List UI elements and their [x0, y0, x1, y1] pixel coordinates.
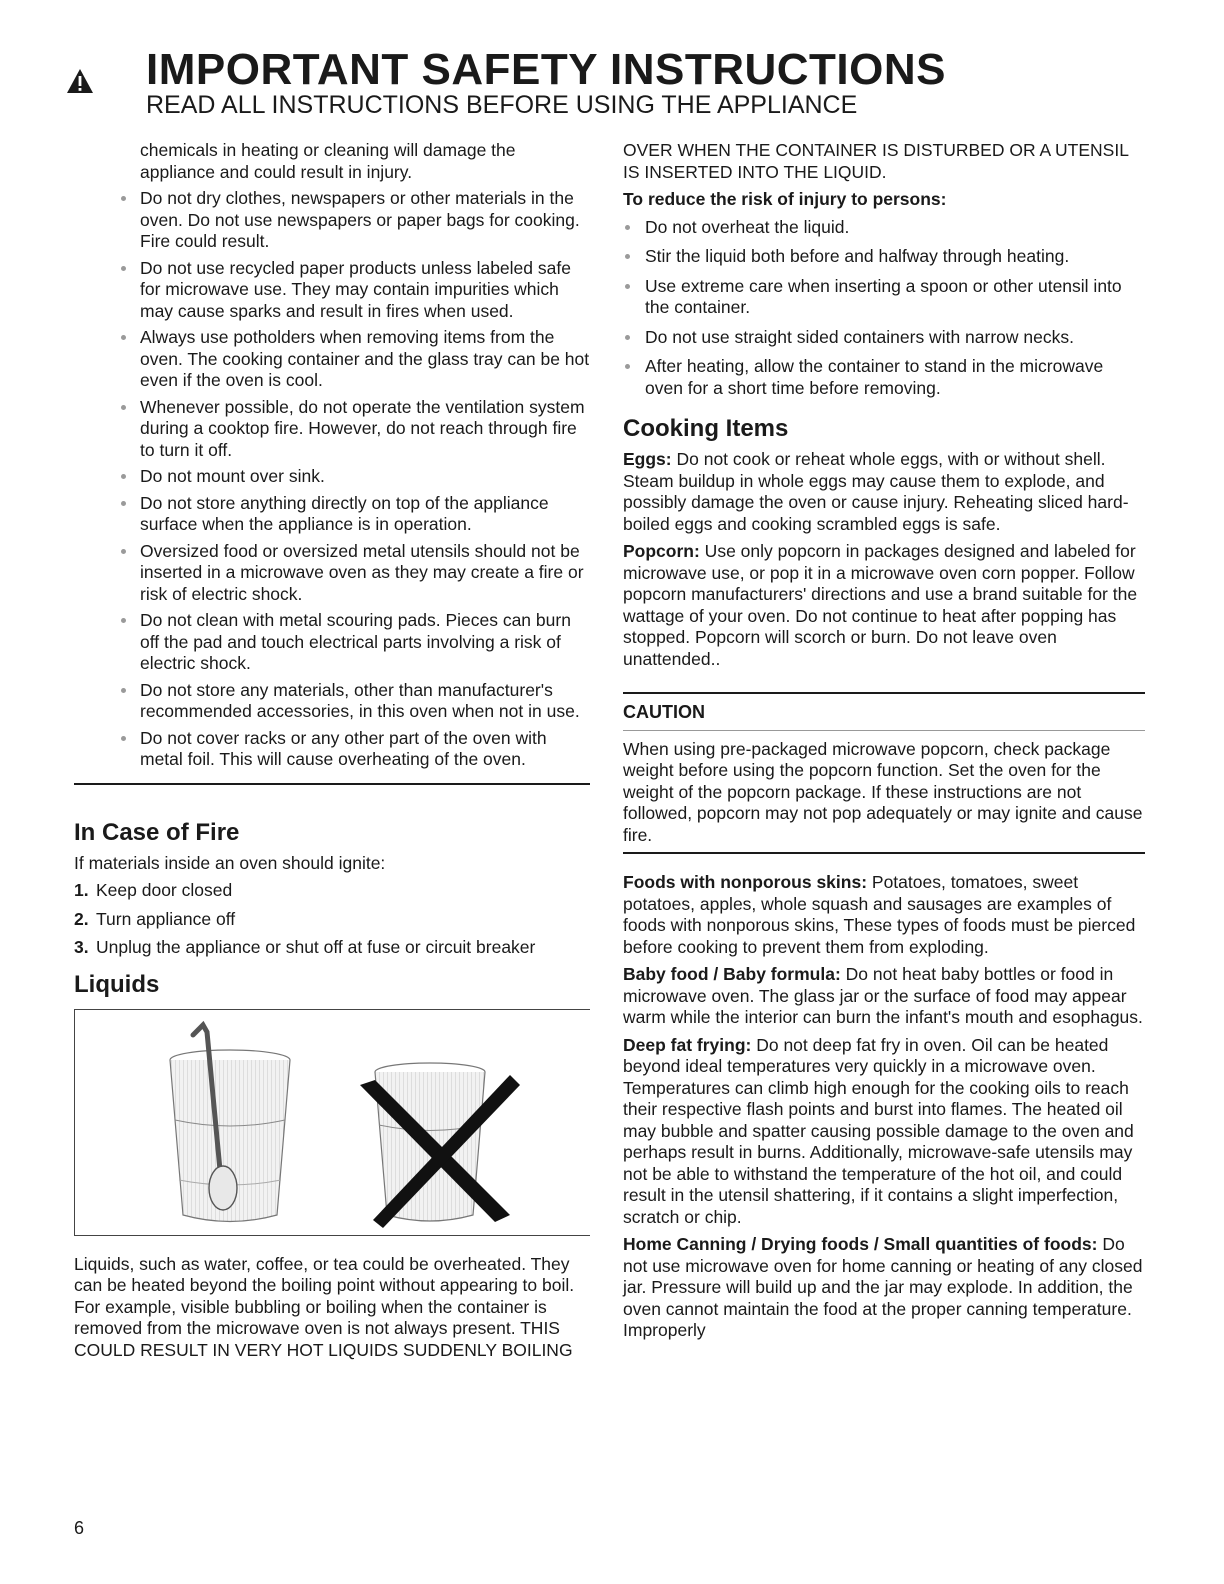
canning-text: Do not use microwave oven for home canning or heating of any closed jar. Pressure will build up and the jar may explode. In addition, the oven cannot maintain the food at the proper canning temperature. Improperly — [623, 1234, 1143, 1340]
glass-illustration — [75, 1010, 591, 1235]
step-number: 2. — [74, 908, 89, 929]
list-item: Do not overheat the liquid. — [623, 217, 1145, 239]
deep-fat-paragraph — [623, 1035, 1145, 1229]
canning-paragraph — [623, 1234, 1145, 1342]
list-item: Do not store anything directly on top of the appliance surface when the appliance is in operation. — [74, 493, 590, 536]
list-item: Whenever possible, do not operate the ventilation system during a cooktop fire. However, do not reach through fire to turn it off. — [74, 397, 590, 462]
fire-intro: If materials inside an oven should ignite: — [74, 852, 386, 873]
list-item — [74, 880, 590, 902]
list-item: Always use potholders when removing items from the oven. The cooking container and the glass tray can be hot even if the oven is cool. — [74, 327, 590, 392]
baby-food-label: Baby food / Baby formula: — [623, 964, 841, 984]
popcorn-text: Use only popcorn in packages designed and labeled for microwave use, or pop it in a microwave oven corn popper. Follow popcorn manufacturers' directions and use a brand suitable for the wattage of your oven. Do not continue to heat after popping has stopped. Popcorn will scorch or burn. Do not leave oven unattended.. — [623, 541, 1138, 669]
list-item: Stir the liquid both before and halfway through heating. — [623, 246, 1145, 268]
deep-fat-label: Deep fat frying: — [623, 1034, 752, 1055]
intro-continuation: chemicals in heating or cleaning will damage the appliance and could result in injury. — [140, 140, 516, 182]
page-title: IMPORTANT SAFETY INSTRUCTIONS — [146, 45, 946, 94]
liquids-continuation: OVER WHEN THE CONTAINER IS DISTURBED OR A UTENSIL IS INSERTED INTO THE LIQUID. — [623, 140, 1129, 182]
caution-bottom-rule — [623, 852, 1145, 854]
list-item — [74, 909, 590, 931]
liquids-heading: Liquids — [74, 970, 160, 998]
right-column — [623, 140, 1145, 1348]
eggs-text: Do not cook or reheat whole eggs, with or without shell. Steam buildup in whole eggs may cause them to explode, and possibly damage the oven or cause injury. Reheating sliced hard-boiled eggs and cooking scrambled eggs is safe. — [623, 449, 1129, 534]
popcorn-paragraph — [623, 541, 1145, 670]
eggs-label: Eggs: — [623, 449, 672, 469]
list-item: Do not use recycled paper products unless labeled safe for microwave use. They may contain impurities which may cause sparks and result in fires when used. — [74, 258, 590, 323]
warning-triangle-icon — [66, 68, 94, 94]
step-number: 1. — [74, 880, 89, 900]
deep-fat-text: Do not deep fat fry in oven. Oil can be heated beyond ideal temperatures very quickly in a microwave oven. Temperatures can climb high enough for the cooking oils to reach their respective flash points and burst into flames. The heated oil may bubble and spatter causing possible damage to the oven and perhaps result in burns. Additionally, microwave-safe utensils may not be able to withstand the temperature of the hot oil, and could result in the utensil shattering, if it contains a slight imperfection, scratch or chip. — [623, 1034, 1134, 1227]
page-number: 6 — [74, 1518, 85, 1538]
cooking-heading: Cooking Items — [623, 415, 789, 442]
page-subtitle: READ ALL INSTRUCTIONS BEFORE USING THE APPLIANCE — [146, 91, 858, 119]
eggs-paragraph — [623, 449, 1145, 535]
caution-text: When using pre-packaged microwave popcorn, check package weight before using the popcorn function. Set the oven for the weight of the popcorn package. If these instructions are not followed, popcorn may not pop adequately or may ignite and cause fire. — [623, 738, 1143, 845]
step-text: Keep door closed — [96, 880, 233, 900]
baby-food-text: Do not heat baby bottles or food in microwave oven. The glass jar or the surface of food may appear warm while the interior can burn the infant's mouth and esophagus. — [623, 964, 1143, 1027]
list-item: Do not dry clothes, newspapers or other materials in the oven. Do not use newspapers or paper bags for cooking. Fire could result. — [74, 188, 590, 253]
step-text: Turn appliance off — [96, 908, 236, 929]
list-item: Do not clean with metal scouring pads. Pieces can burn off the pad and touch electrical parts involving a risk of electric shock. — [74, 610, 590, 675]
liquids-illustration — [74, 1009, 590, 1236]
list-item: Oversized food or oversized metal utensils should not be inserted in a microwave oven as they may create a fire or risk of electric shock. — [74, 541, 590, 606]
nonporous-label: Foods with nonporous skins: — [623, 872, 868, 892]
canning-label: Home Canning / Drying foods / Small quantities of foods: — [623, 1234, 1098, 1254]
injury-bullet-list — [623, 217, 1145, 400]
step-number: 3. — [74, 937, 89, 957]
left-column — [74, 140, 590, 1361]
list-item — [74, 937, 590, 959]
section-divider — [74, 783, 590, 785]
fire-steps-list — [74, 880, 590, 959]
nonporous-text: Potatoes, tomatoes, sweet potatoes, apples, whole squash and sausages are examples of foods with nonporous skins, These types of foods must be pierced before cooking to prevent them from exploding. — [623, 872, 1136, 957]
baby-food-paragraph — [623, 964, 1145, 1029]
glass-with-spoon-icon — [170, 1025, 290, 1222]
caution-heading: CAUTION — [623, 702, 705, 722]
step-text: Unplug the appliance or shut off at fuse or circuit breaker — [96, 937, 536, 957]
list-item: Do not use straight sided containers with narrow necks. — [623, 327, 1145, 349]
fire-heading: In Case of Fire — [74, 818, 240, 846]
list-item: Do not store any materials, other than manufacturer's recommended accessories, in this oven when not in use. — [74, 680, 590, 723]
list-item: Do not mount over sink. — [74, 466, 590, 488]
nonporous-paragraph — [623, 872, 1145, 958]
popcorn-label: Popcorn: — [623, 541, 700, 561]
list-item: After heating, allow the container to stand in the microwave oven for a short time before removing. — [623, 356, 1145, 399]
injury-heading: To reduce the risk of injury to persons: — [623, 189, 947, 209]
caution-divider — [623, 730, 1145, 731]
safety-bullet-list — [74, 188, 590, 771]
liquids-text: Liquids, such as water, coffee, or tea could be overheated. They can be heated beyond the boiling point without appearing to boil. For example, visible bubbling or boiling when the container is removed from the microwave oven is not always present. THIS COULD RESULT IN VERY HOT LIQUIDS SUDDENLY BOILING — [74, 1253, 575, 1360]
list-item: Do not cover racks or any other part of the oven with metal foil. This will cause overheating of the oven. — [74, 728, 590, 771]
list-item: Use extreme care when inserting a spoon or other utensil into the container. — [623, 276, 1145, 319]
